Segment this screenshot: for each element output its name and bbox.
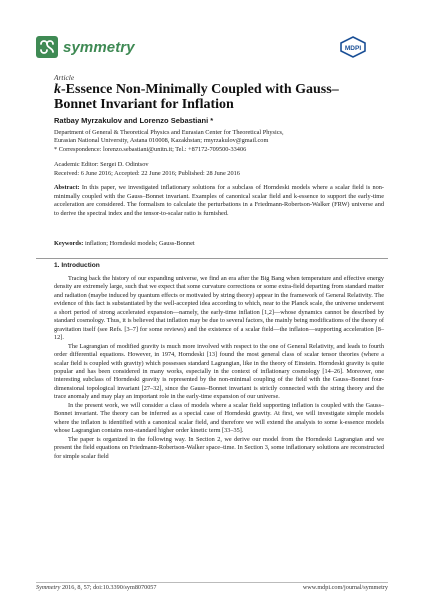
keywords (54, 240, 384, 248)
publication-dates: Received: 6 June 2016; Accepted: 22 June 2016; Published: 28 June 2016 (54, 170, 240, 177)
footer-citation (36, 584, 157, 591)
footer-journal: Symmetry (36, 584, 61, 591)
academic-editor: Academic Editor: Sergei D. Odintsov (54, 161, 149, 168)
affiliation-line-2: Eurasian National University, Astana 010008, Kazakhstan; rmyrzakulov@gmail.com (54, 137, 269, 144)
paper-title (54, 82, 374, 112)
article-type: Article (54, 73, 75, 82)
journal-logo (36, 36, 135, 58)
mdpi-logo-icon (340, 36, 366, 58)
affiliation-line-1: Department of General & Theoretical Physics and Eurasian Center for Theoretical Physics, (54, 129, 284, 136)
paragraph: In the present work, we will consider a class of models where a scalar field supporting inflation is coupled with the Gauss–Bonnet invariant. The theory can be inferred as a special case of Horndeski gravity. At first, we will investigate simple models where the inflaton is identified with a canonical scalar field, and therefore we will extend the analysis to some k-essence models whose Lagrangian contains non-standard higher order kinetic term [33–35]. (54, 401, 384, 435)
footer-url[interactable]: www.mdpi.com/journal/symmetry (302, 584, 388, 591)
footer-divider (36, 582, 388, 583)
title-italic-part: k (54, 82, 61, 97)
keywords-text: inflation; Horndeski models; Gauss-Bonnet (84, 240, 195, 247)
section-divider (36, 258, 388, 259)
mdpi-logo-text: MDPI (344, 45, 362, 52)
paragraph: The paper is organized in the following way. In Section 2, we derive our model from the Horndeski Lagrangian and we present the field equations on Friedmann-Robertson-Walker space–time. In Section 3, some inflationary solutions are reconstructed for simple scalar field (54, 435, 384, 460)
abstract-text: In this paper, we investigated inflationary solutions for a subclass of Horndeski models where a scalar field is non-minimally coupled with the Gauss–Bonnet invariant. Examples of canonical scalar field and k-essence to support the early-time acceleration are considered. The formalism to calculate the perturbations in a Friedmann-Robertson-Walker (FRW) universe and to derive the spectral index and the tensor-to-scalar ratio is furnished. (54, 184, 385, 218)
abstract (54, 184, 384, 219)
abstract-label: Abstract: (54, 184, 80, 191)
paragraph: The Lagrangian of modified gravity is much more involved with respect to the one of General Relativity, and leads to fourth order differential equations. However, in 1974, Horndeski [13] found the most general class of scalar tensor theories (where a scalar field is coupled with gravity) which possesses standard Lagrangian, like in the theory of Einstein. Horndeski gravity is quite popular and has been considered in many works, especially in the context of inflationary cosmology [14–26]. Moreover, one interesting subclass of Horndeski gravity is represented by the non-minimal coupling of the field with the Gauss–Bonnet four-dimensional topological invariant [27–32], since the Gauss–Bonnet invariant is strictly connected with the string theory and the trace anomaly and may play an important role in the early-time expansion of our universe. (54, 342, 384, 401)
journal-name: symmetry (63, 38, 135, 56)
correspondence: * Correspondence: lorenzo.sebastiani@unitn.it; Tel.: +87172-709500-33406 (54, 146, 247, 153)
section-body (54, 275, 384, 461)
paragraph: Tracing back the history of our expanding universe, we find an era after the Big Bang when temperature and effective energy density are extremely large, such that we expect that some curvature corrections or some extra-field departing from standard matter and radiation (maybe induced by quantum effects or motivated by string theory) appear in the framework of General Relativity. The evidence of this fact is substantiated by the well-accepted idea according to which, near to the Planck scale, the universe underwent a short period of strong accelerated expansion—namely, the early-time inflation [1,2]—whose dynamics cannot be described by standard cosmology. Thus, it is believed that inflation may be due to several factors, the mainly being modifications of the theory of gravitation itself (see Refs. [3–7] for some reviews) and the existence of a scalar field—the inflaton—supporting acceleration [8–12]. (54, 275, 384, 342)
symmetry-logo-icon (36, 36, 58, 58)
footer-doi: 2016, 8, 57; doi:10.3390/sym8070057 (60, 584, 157, 591)
section-heading: 1. Introduction (54, 262, 100, 269)
authors: Ratbay Myrzakulov and Lorenzo Sebastiani * (54, 116, 214, 125)
keywords-label: Keywords: (54, 240, 84, 247)
title-main-part: -Essence Non-Minimally Coupled with Gauss–Bonnet Invariant for Inflation (54, 82, 339, 112)
